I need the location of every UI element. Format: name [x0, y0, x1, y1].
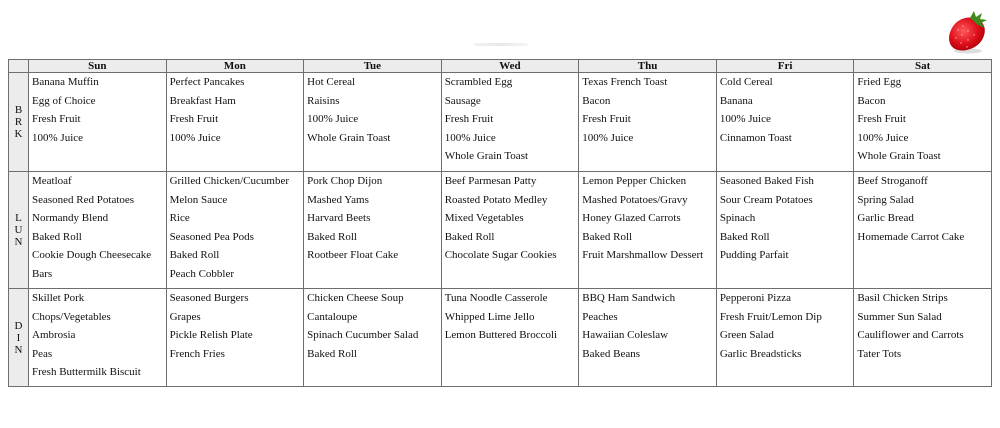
menu-item: Fried Egg	[857, 76, 902, 88]
label-letter: I	[16, 331, 21, 344]
lunch-sun-cell	[29, 172, 167, 289]
label-letter: B	[14, 104, 23, 116]
menu-item: Fresh Fruit	[444, 113, 494, 125]
menu-item: Baked Roll	[307, 347, 357, 360]
label-letter: R	[14, 116, 23, 128]
menu-item: Fresh Fruit/Lemon Dip	[719, 310, 822, 323]
menu-item: Baked Roll	[307, 230, 357, 243]
label-letter: K	[14, 128, 23, 140]
menu-item: Tater Tots	[857, 347, 902, 360]
menu-item: Texas French Toast	[582, 76, 668, 88]
strawberry-icon	[944, 8, 990, 54]
menu-item: Baked Roll	[169, 249, 220, 261]
menu-item: Harvard Beets	[307, 212, 371, 224]
menu-item: Bars	[32, 267, 53, 280]
dinner-sat-cell	[854, 289, 992, 387]
menu-item: Rootbeer Float Cake	[307, 249, 399, 261]
day-header-sat: Sat	[854, 60, 992, 73]
breakfast-fri-cell	[716, 73, 854, 172]
day-header-sun: Sun	[29, 60, 167, 73]
menu-item: Grilled Chicken/Cucumber	[169, 175, 290, 187]
menu-item: Seasoned Pea Pods	[169, 230, 254, 243]
menu-item: Melon Sauce	[169, 193, 228, 206]
menu-item: Lemon Buttered Broccoli	[444, 329, 558, 341]
menu-item: Whole Grain Toast	[444, 150, 529, 162]
menu-item: 100% Juice	[857, 131, 909, 144]
menu-item: BBQ Ham Sandwich	[582, 292, 676, 304]
menu-item: 100% Juice	[444, 131, 496, 144]
menu-item: Whipped Lime Jello	[444, 310, 535, 323]
menu-item: Spinach Cucumber Salad	[307, 329, 419, 341]
breakfast-mon-cell	[166, 73, 304, 172]
menu-item: Spring Salad	[857, 193, 914, 206]
menu-item: Seasoned Red Potatoes	[32, 193, 135, 206]
dinner-thu-cell	[579, 289, 717, 387]
menu-item: Pork Chop Dijon	[307, 175, 383, 187]
menu-item: Peaches	[582, 310, 618, 323]
menu-item: Cauliflower and Carrots	[857, 329, 964, 341]
weekly-menu-table	[8, 59, 992, 387]
label-letter: N	[14, 236, 23, 248]
menu-item: Mashed Yams	[307, 193, 369, 206]
menu-item: Ambrosia	[32, 329, 76, 341]
menu-item: Breakfast Ham	[169, 94, 236, 107]
menu-item: Cold Cereal	[719, 76, 773, 88]
menu-item: Garlic Bread	[857, 212, 914, 224]
dinner-sun-cell	[29, 289, 167, 387]
label-letter: D	[14, 319, 23, 332]
menu-item: Seasoned Burgers	[169, 292, 249, 304]
day-header-mon: Mon	[166, 60, 304, 73]
menu-item: Perfect Pancakes	[169, 76, 245, 88]
menu-item: Banana	[719, 94, 753, 107]
menu-item: 100% Juice	[719, 113, 771, 125]
breakfast-sat-cell	[854, 73, 992, 172]
breakfast-label	[9, 73, 29, 172]
dinner-label	[9, 289, 29, 387]
menu-item: Skillet Pork	[32, 292, 85, 304]
menu-item: Hot Cereal	[307, 76, 356, 88]
menu-item: Fresh Fruit	[32, 113, 81, 125]
lunch-label	[9, 172, 29, 289]
dinner-row	[9, 289, 992, 387]
menu-item: Summer Sun Salad	[857, 310, 942, 323]
menu-item: Spinach	[719, 212, 756, 224]
dinner-wed-cell	[441, 289, 579, 387]
menu-item: Fresh Fruit	[169, 113, 219, 125]
label-letter: U	[14, 224, 23, 236]
menu-item: Sour Cream Potatoes	[719, 193, 813, 206]
menu-item: 100% Juice	[32, 131, 84, 144]
menu-item: Cinnamon Toast	[719, 131, 792, 144]
menu-item: Baked Roll	[32, 230, 82, 243]
breakfast-wed-cell	[441, 73, 579, 172]
menu-item: Pudding Parfait	[719, 249, 789, 261]
menu-item: Sausage	[444, 94, 481, 107]
menu-item: Cantaloupe	[307, 310, 358, 323]
menu-item: Mixed Vegetables	[444, 212, 524, 224]
menu-item: Chocolate Sugar Cookies	[444, 249, 557, 261]
menu-item: 100% Juice	[169, 131, 221, 144]
menu-item: Banana Muffin	[32, 76, 99, 88]
lunch-tue-cell	[304, 172, 442, 289]
menu-item: Beef Parmesan Patty	[444, 175, 537, 187]
menu-item: Baked Roll	[582, 230, 633, 243]
menu-item: Honey Glazed Carrots	[582, 212, 681, 224]
menu-item: 100% Juice	[307, 113, 359, 125]
menu-item: Mashed Potatoes/Gravy	[582, 193, 688, 206]
menu-item: Meatloaf	[32, 175, 72, 187]
day-header-row	[9, 60, 992, 73]
lunch-sat-cell	[854, 172, 992, 289]
menu-item: Fresh Fruit	[582, 113, 631, 125]
menu-item: Hawaiian Coleslaw	[582, 329, 669, 341]
dinner-mon-cell	[166, 289, 304, 387]
breakfast-row	[9, 73, 992, 172]
lunch-fri-cell	[716, 172, 854, 289]
menu-item: Baked Roll	[444, 230, 495, 243]
menu-item: 100% Juice	[582, 131, 634, 144]
menu-item: Fresh Buttermilk Biscuit	[32, 366, 141, 378]
lunch-mon-cell	[166, 172, 304, 289]
breakfast-tue-cell	[304, 73, 442, 172]
menu-item: Basil Chicken Strips	[857, 292, 948, 304]
menu-item: Grapes	[169, 310, 201, 323]
menu-item: Whole Grain Toast	[307, 131, 391, 144]
menu-item: Fresh Fruit	[857, 113, 906, 125]
day-header-thu: Thu	[579, 60, 717, 73]
menu-item: Pickle Relish Plate	[169, 329, 253, 341]
menu-item: Egg of Choice	[32, 94, 96, 107]
menu-item: Bacon	[857, 94, 886, 107]
label-letter: L	[15, 212, 22, 224]
menu-item: Beef Stroganoff	[857, 175, 928, 187]
day-header-wed: Wed	[441, 60, 579, 73]
menu-item: Fruit Marshmallow Dessert	[582, 249, 704, 261]
menu-item: Cookie Dough Cheesecake	[32, 249, 152, 261]
menu-item: Pepperoni Pizza	[719, 292, 791, 304]
breakfast-thu-cell	[579, 73, 717, 172]
label-letter: N	[14, 343, 23, 356]
day-header-tue: Tue	[304, 60, 442, 73]
menu-item: Scrambled Egg	[444, 76, 513, 88]
menu-item: Tuna Noodle Casserole	[444, 292, 548, 304]
menu-item: French Fries	[169, 347, 225, 360]
menu-item: Whole Grain Toast	[857, 150, 941, 162]
corner-cell	[9, 60, 29, 73]
lunch-thu-cell	[579, 172, 717, 289]
day-header-fri: Fri	[716, 60, 854, 73]
dinner-fri-cell	[716, 289, 854, 387]
menu-item: Baked Roll	[719, 230, 770, 243]
menu-item: Green Salad	[719, 329, 774, 341]
menu-item: Roasted Potato Medley	[444, 193, 548, 206]
menu-item: Seasoned Baked Fish	[719, 175, 814, 187]
menu-item: Garlic Breadsticks	[719, 347, 802, 360]
menu-item: Peas	[32, 347, 53, 360]
lunch-wed-cell	[441, 172, 579, 289]
menu-item: Peach Cobbler	[169, 267, 235, 280]
menu-item: Raisins	[307, 94, 340, 107]
dinner-tue-cell	[304, 289, 442, 387]
faint-title-mark	[474, 43, 528, 46]
menu-item: Homemade Carrot Cake	[857, 230, 965, 243]
menu-item: Chicken Cheese Soup	[307, 292, 404, 304]
menu-item: Chops/Vegetables	[32, 310, 111, 323]
lunch-row	[9, 172, 992, 289]
menu-item: Normandy Blend	[32, 212, 109, 224]
menu-item: Bacon	[582, 94, 611, 107]
menu-item: Rice	[169, 212, 190, 224]
menu-item: Baked Beans	[582, 347, 640, 360]
menu-item: Lemon Pepper Chicken	[582, 175, 687, 187]
breakfast-sun-cell	[29, 73, 167, 172]
